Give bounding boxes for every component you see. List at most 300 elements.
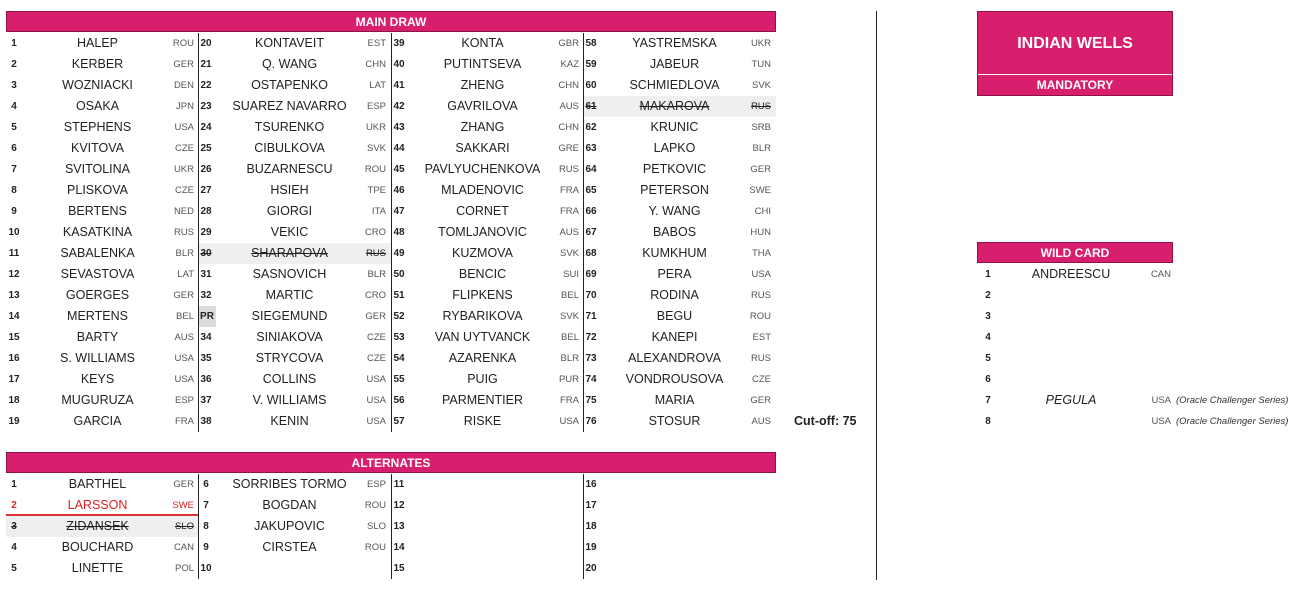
column-divider	[583, 33, 584, 432]
entry-number: 38	[200, 416, 212, 427]
country-code: SVK	[559, 248, 579, 259]
entry-number: 20	[200, 38, 212, 49]
entry-number: 7	[203, 500, 209, 511]
entry-number: 24	[200, 122, 212, 133]
player-row	[198, 558, 391, 579]
entry-number: 25	[200, 143, 212, 154]
player-row	[391, 96, 584, 117]
entry-number: 12	[393, 500, 405, 511]
country-code: CHN	[558, 80, 579, 91]
entry-number: 3	[11, 80, 17, 91]
country-code	[551, 474, 579, 495]
country-code: USA	[559, 416, 579, 427]
entry-number: 7	[11, 164, 17, 175]
player-name: VEKIC	[270, 225, 309, 239]
country-code: RUS	[365, 248, 386, 259]
player-name: KVITOVA	[70, 141, 125, 155]
country-code: CRO	[364, 227, 386, 238]
player-row	[198, 285, 391, 306]
player-row	[391, 222, 584, 243]
country-code: SLO	[174, 521, 194, 532]
player-row	[6, 537, 199, 558]
player-name: AZARENKA	[448, 351, 517, 365]
entry-number: 26	[200, 164, 212, 175]
country-code: RUS	[750, 290, 771, 301]
country-code: BEL	[176, 311, 194, 322]
player-name	[411, 537, 554, 558]
player-name	[999, 411, 1143, 432]
entry-number: 9	[11, 206, 17, 217]
player-row	[391, 75, 584, 96]
country-code: ROU	[172, 38, 194, 49]
player-name: GAVRILOVA	[447, 99, 518, 113]
player-row	[583, 306, 776, 327]
country-code: FRA	[560, 206, 579, 217]
country-code: USA	[751, 269, 771, 280]
player-name: PETERSON	[640, 183, 709, 197]
player-name: ALEXANDROVA	[628, 351, 721, 365]
player-name: BERTENS	[68, 204, 127, 218]
player-name: PERA	[657, 267, 692, 281]
entry-number: 50	[393, 269, 405, 280]
entry-number: 1	[11, 38, 17, 49]
entry-number: 13	[8, 290, 20, 301]
country-code	[551, 537, 579, 558]
entry-number: 8	[11, 185, 17, 196]
country-code	[743, 474, 771, 495]
player-name: WOZNIACKI	[62, 78, 133, 92]
country-code: POL	[174, 563, 194, 574]
player-row	[6, 180, 199, 201]
main-draw-title: MAIN DRAW	[355, 15, 427, 29]
player-name	[411, 474, 554, 495]
entry-number: 3	[11, 521, 17, 532]
entry-number: 16	[8, 353, 20, 364]
player-name: KONTAVEIT	[255, 36, 324, 50]
wild-card-row	[977, 411, 1299, 432]
entry-number: 37	[200, 395, 212, 406]
player-row	[6, 222, 199, 243]
player-row	[198, 54, 391, 75]
alternates-title: ALTERNATES	[351, 456, 431, 470]
player-row	[198, 390, 391, 411]
country-code: CZE	[367, 353, 386, 364]
entry-number: 63	[585, 143, 597, 154]
player-row	[583, 243, 776, 264]
player-name: RISKE	[463, 414, 502, 428]
player-row	[198, 537, 391, 558]
country-code: UKR	[173, 164, 194, 175]
player-row	[583, 54, 776, 75]
entry-number: 67	[585, 227, 597, 238]
player-name: V. WILLIAMS	[252, 393, 327, 407]
entry-number: 59	[585, 59, 597, 70]
player-row	[583, 117, 776, 138]
player-row	[391, 138, 584, 159]
country-code: GBR	[558, 38, 579, 49]
entry-number: 4	[985, 332, 991, 343]
country-code: RUS	[173, 227, 194, 238]
player-name: SVITOLINA	[64, 162, 131, 176]
player-name: BABOS	[652, 225, 697, 239]
player-name	[999, 306, 1143, 327]
player-name: PEGULA	[1045, 393, 1097, 407]
player-row	[198, 516, 391, 537]
country-code: SUI	[563, 269, 579, 280]
player-name: ZHENG	[460, 78, 505, 92]
player-name: SIEGEMUND	[251, 309, 328, 323]
entry-number: 35	[200, 353, 212, 364]
country-code: EST	[752, 332, 771, 343]
player-name	[603, 495, 746, 516]
country-code: BLR	[560, 353, 579, 364]
country-code: FRA	[560, 185, 579, 196]
country-code: SWE	[749, 185, 771, 196]
player-name: Y. WANG	[648, 204, 701, 218]
player-row	[198, 222, 391, 243]
player-row	[6, 138, 199, 159]
entry-number: 34	[200, 332, 212, 343]
player-row	[198, 348, 391, 369]
entry-number: 75	[585, 395, 597, 406]
player-row	[6, 306, 199, 327]
entry-number: 1	[985, 269, 991, 280]
country-code: UKR	[750, 38, 771, 49]
column-divider	[391, 474, 392, 579]
country-code: GRE	[558, 143, 579, 154]
entry-number: 58	[585, 38, 597, 49]
wild-card-row	[977, 285, 1299, 306]
player-name: STOSUR	[648, 414, 701, 428]
country-code	[1141, 369, 1171, 390]
player-name: KRUNIC	[650, 120, 699, 134]
player-name: BEGU	[656, 309, 693, 323]
player-name: PUIG	[467, 372, 498, 386]
player-name: SAKKARI	[455, 141, 510, 155]
wild-card-row	[977, 306, 1299, 327]
entry-number: 60	[585, 80, 597, 91]
player-name: FLIPKENS	[452, 288, 513, 302]
country-code: ROU	[364, 164, 386, 175]
player-row	[6, 243, 199, 264]
entry-number: 14	[393, 542, 405, 553]
entry-number: 57	[393, 416, 405, 427]
player-row	[583, 516, 776, 537]
player-row	[583, 390, 776, 411]
player-row	[6, 201, 199, 222]
country-code: TPE	[367, 185, 386, 196]
player-row	[391, 117, 584, 138]
player-name	[603, 558, 746, 579]
entry-number: 18	[8, 395, 20, 406]
player-row	[391, 474, 584, 495]
player-row	[6, 54, 199, 75]
player-row	[391, 558, 584, 579]
column-divider	[198, 474, 199, 579]
country-code: GER	[173, 290, 194, 301]
player-row	[391, 348, 584, 369]
entry-number: 28	[200, 206, 212, 217]
country-code	[551, 495, 579, 516]
player-name	[999, 327, 1143, 348]
player-name: PLISKOVA	[67, 183, 128, 197]
entry-number: 4	[11, 542, 17, 553]
alternates-header	[6, 452, 776, 473]
country-code: GER	[173, 479, 194, 490]
country-code: ITA	[371, 206, 386, 217]
entry-number: 61	[585, 101, 597, 112]
country-code: BLR	[175, 248, 194, 259]
player-name: KUMKHUM	[642, 246, 707, 260]
player-name: VONDROUSOVA	[625, 372, 724, 386]
entry-number: 27	[200, 185, 212, 196]
player-name: STEPHENS	[63, 120, 132, 134]
country-code: LAT	[177, 269, 194, 280]
player-row	[583, 348, 776, 369]
entry-number: 10	[200, 563, 212, 574]
country-code: ESP	[174, 395, 194, 406]
entry-number: 6	[985, 374, 991, 385]
entry-number: 47	[393, 206, 405, 217]
player-row	[583, 558, 776, 579]
country-code: RUS	[750, 353, 771, 364]
player-row	[583, 138, 776, 159]
wild-card-header	[977, 242, 1173, 263]
player-name: ZIDANSEK	[66, 519, 129, 533]
country-code	[1141, 306, 1171, 327]
entry-number: 66	[585, 206, 597, 217]
entry-number: 48	[393, 227, 405, 238]
country-code: BLR	[752, 143, 771, 154]
player-name: BARTY	[76, 330, 119, 344]
country-code: SWE	[172, 500, 194, 511]
player-name: ZHANG	[460, 120, 505, 134]
player-row	[583, 495, 776, 516]
player-name	[999, 285, 1143, 306]
country-code: ROU	[364, 542, 386, 553]
country-code: CRO	[364, 290, 386, 301]
country-code: EST	[367, 38, 386, 49]
entry-number: 12	[8, 269, 20, 280]
player-name: OSAKA	[75, 99, 120, 113]
tournament-category: MANDATORY	[1036, 78, 1114, 92]
country-code	[551, 558, 579, 579]
player-name	[411, 495, 554, 516]
entry-number: 55	[393, 374, 405, 385]
country-code: PUR	[558, 374, 579, 385]
country-code: GER	[750, 164, 771, 175]
main-draw-table	[6, 33, 776, 432]
player-row	[6, 96, 199, 117]
player-name: SORRIBES TORMO	[232, 477, 347, 491]
country-code	[1141, 348, 1171, 369]
player-name	[999, 369, 1143, 390]
player-name: KUZMOVA	[452, 246, 513, 260]
entry-number: 74	[585, 374, 597, 385]
player-name: KERBER	[71, 57, 124, 71]
player-row	[583, 285, 776, 306]
country-code: GER	[750, 395, 771, 406]
country-code: CAN	[173, 542, 194, 553]
entry-number: 51	[393, 290, 405, 301]
country-code: SLO	[366, 521, 386, 532]
draw-column	[583, 33, 776, 432]
wild-card-title: WILD CARD	[1040, 246, 1110, 260]
country-code: ROU	[364, 500, 386, 511]
entry-number: 54	[393, 353, 405, 364]
country-code	[358, 558, 386, 579]
player-row	[391, 306, 584, 327]
entry-number: 14	[8, 311, 20, 322]
country-code	[743, 516, 771, 537]
player-row	[198, 264, 391, 285]
player-row	[391, 411, 584, 432]
country-code: FRA	[560, 395, 579, 406]
draw-column	[6, 33, 199, 432]
entry-number: 5	[11, 563, 17, 574]
player-row	[6, 516, 199, 537]
player-name: RYBARIKOVA	[442, 309, 523, 323]
player-row	[198, 117, 391, 138]
player-name: MAKAROVA	[639, 99, 710, 113]
country-code	[743, 558, 771, 579]
entry-number: 21	[200, 59, 212, 70]
country-code: GER	[173, 59, 194, 70]
country-code: JPN	[176, 101, 194, 112]
entry-number: 10	[8, 227, 20, 238]
player-row	[583, 222, 776, 243]
draw-column	[391, 33, 584, 432]
country-code: USA	[174, 374, 194, 385]
player-row	[583, 369, 776, 390]
entry-number: 70	[585, 290, 597, 301]
entry-number: 5	[985, 353, 991, 364]
player-row	[391, 495, 584, 516]
country-code: CZE	[367, 332, 386, 343]
entry-number: 15	[393, 563, 405, 574]
main-draw-header	[6, 11, 776, 32]
country-code: BLR	[367, 269, 386, 280]
player-row	[6, 390, 199, 411]
country-code: SRB	[751, 122, 771, 133]
country-code: AUS	[174, 332, 194, 343]
country-code: CAN	[1150, 269, 1171, 280]
country-code: USA	[1151, 395, 1171, 406]
player-name: KANEPI	[651, 330, 698, 344]
player-row	[198, 33, 391, 54]
entry-number: 56	[393, 395, 405, 406]
entry-number: 16	[585, 479, 597, 490]
player-row	[583, 411, 776, 432]
player-row	[198, 369, 391, 390]
country-code: FRA	[175, 416, 194, 427]
country-code: CHN	[365, 59, 386, 70]
entry-number: 8	[985, 416, 991, 427]
alternates-table	[6, 474, 776, 580]
player-row	[391, 327, 584, 348]
entry-number: 53	[393, 332, 405, 343]
country-code: DEN	[173, 80, 194, 91]
column-divider	[583, 474, 584, 579]
entry-number: 41	[393, 80, 405, 91]
player-name: SEVASTOVA	[60, 267, 135, 281]
player-row	[198, 474, 391, 495]
player-row	[6, 348, 199, 369]
country-code: CZE	[175, 185, 194, 196]
country-code: RUS	[558, 164, 579, 175]
entry-number: 2	[11, 59, 17, 70]
player-row	[583, 75, 776, 96]
player-name: PUTINTSEVA	[443, 57, 522, 71]
player-name	[603, 474, 746, 495]
country-code: BEL	[561, 290, 579, 301]
player-name: MARIA	[654, 393, 695, 407]
player-name: KONTA	[461, 36, 504, 50]
player-row	[198, 411, 391, 432]
country-code: USA	[174, 122, 194, 133]
wild-card-row	[977, 369, 1299, 390]
country-code: CHI	[754, 206, 771, 217]
player-name: BOGDAN	[262, 498, 317, 512]
country-code: UKR	[365, 122, 386, 133]
player-row	[391, 390, 584, 411]
player-row	[583, 474, 776, 495]
cutoff-label: Cut-off: 75	[794, 414, 857, 428]
entry-number: 1	[11, 479, 17, 490]
entry-number: 31	[200, 269, 212, 280]
player-row	[391, 264, 584, 285]
entry-number: 68	[585, 248, 597, 259]
section-divider	[876, 11, 877, 580]
country-code	[1141, 285, 1171, 306]
player-row	[6, 285, 199, 306]
player-row	[391, 159, 584, 180]
player-row	[6, 495, 199, 516]
player-row	[391, 243, 584, 264]
player-row	[198, 327, 391, 348]
player-row	[391, 33, 584, 54]
player-row	[6, 327, 199, 348]
tournament-name: INDIAN WELLS	[978, 12, 1172, 75]
entry-number: 7	[985, 395, 991, 406]
entry-number: 42	[393, 101, 405, 112]
player-name: STRYCOVA	[255, 351, 324, 365]
player-name: MUGURUZA	[61, 393, 134, 407]
entry-number: 36	[200, 374, 212, 385]
player-name: BENCIC	[458, 267, 507, 281]
player-name: PARMENTIER	[441, 393, 524, 407]
player-name	[999, 348, 1143, 369]
country-code: ESP	[366, 479, 386, 490]
player-row	[6, 159, 199, 180]
country-code: CHN	[558, 122, 579, 133]
player-name: GOERGES	[65, 288, 130, 302]
player-name: JABEUR	[649, 57, 700, 71]
entry-number: 9	[203, 542, 209, 553]
player-row	[198, 201, 391, 222]
entry-number: 19	[585, 542, 597, 553]
player-name	[603, 537, 746, 558]
entry-number: 8	[203, 521, 209, 532]
player-name: SASNOVICH	[252, 267, 327, 281]
player-row	[391, 54, 584, 75]
entry-number: 2	[11, 500, 17, 511]
country-code	[743, 495, 771, 516]
entry-number: 72	[585, 332, 597, 343]
draw-column	[198, 474, 391, 579]
player-row	[6, 117, 199, 138]
country-code: TUN	[751, 59, 771, 70]
